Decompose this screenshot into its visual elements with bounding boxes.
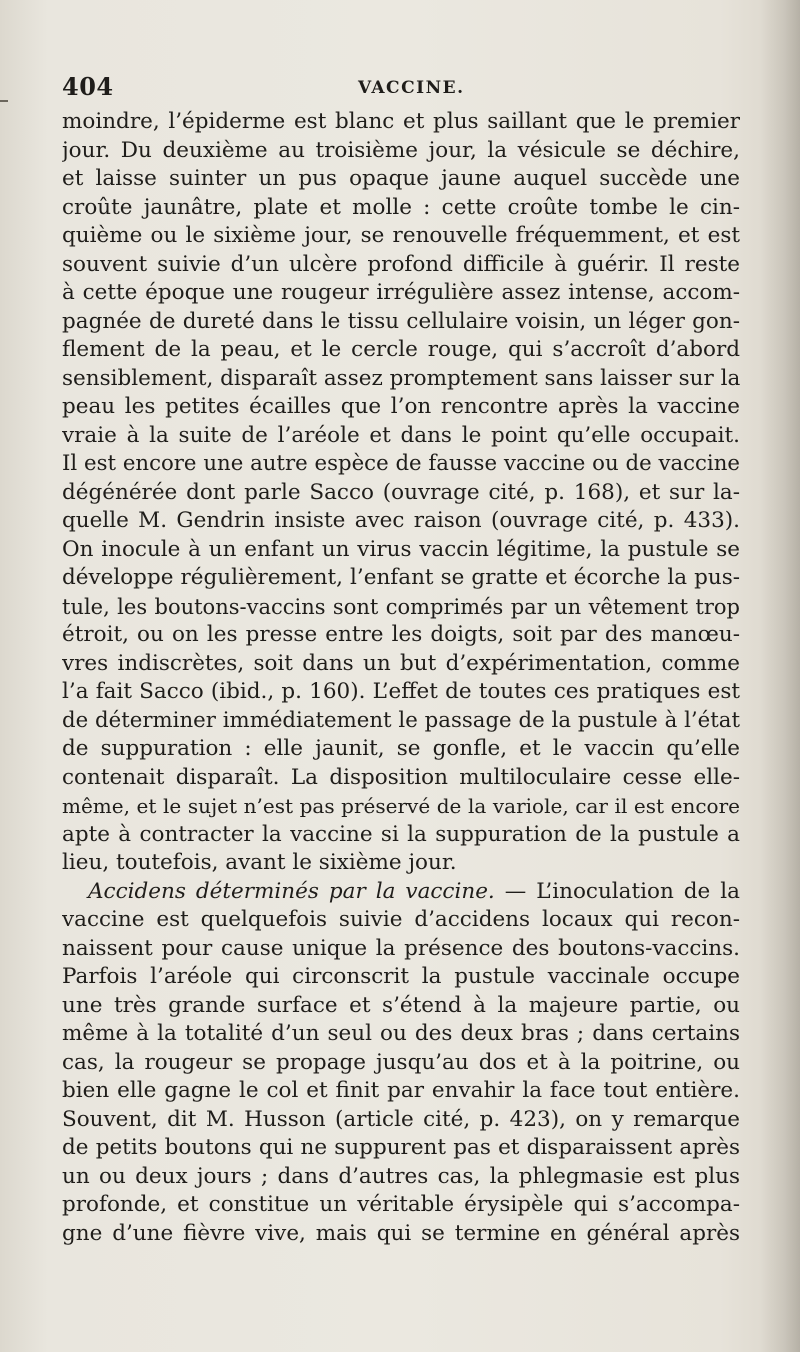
text-line: profonde, et constitue un véritable érysipèle qui s’accompa- <box>62 1192 740 1217</box>
running-head: VACCINE. <box>358 78 465 98</box>
text-line: même, et le sujet n’est pas préservé de la variole, car il est encore <box>62 794 740 818</box>
text-line: de petits boutons qui ne suppurent pas et disparaissent après <box>62 1135 740 1160</box>
text-line: sensiblement, disparaît assez promptement sans laisser sur la <box>62 365 740 391</box>
text-line: contenait disparaît. La disposition multiloculaire cesse elle- <box>62 764 740 790</box>
text-line: vraie à la suite de l’aréole et dans le point qu’elle occupait. <box>62 422 740 448</box>
text-line: quième ou le sixième jour, se renouvelle fréquemment, et est <box>62 223 740 248</box>
text-line: croûte jaunâtre, plate et molle : cette croûte tombe le cin- <box>62 194 740 220</box>
text-line: une très grande surface et s’étend à la majeure partie, ou <box>62 992 740 1018</box>
page-number: 404 <box>62 72 114 101</box>
text-line: Il est encore une autre espèce de fausse vaccine ou de vaccine <box>62 451 740 476</box>
margin-mark <box>0 100 8 102</box>
text-line: un ou deux jours ; dans d’autres cas, la phlegmasie est plus <box>62 1163 740 1189</box>
text-line: naissent pour cause unique la présence des boutons-vaccins. <box>62 935 740 961</box>
text-line: cas, la rougeur se propage jusqu’au dos et à la poitrine, ou <box>62 1049 740 1075</box>
text-line: l’a fait Sacco (ibid., p. 160). L’effet de toutes ces pratiques est <box>62 679 740 704</box>
text-line: moindre, l’épiderme est blanc et plus saillant que le premier <box>62 109 740 134</box>
body-text <box>62 108 740 1248</box>
text-line: lieu, toutefois, avant le sixième jour. <box>62 850 457 875</box>
text-line: Souvent, dit M. Husson (article cité, p. 423), on y remarque <box>62 1106 740 1132</box>
text-line: vaccine est quelquefois suivie d’accidens locaux qui recon- <box>62 907 740 932</box>
text-line: gne d’une fièvre vive, mais qui se termine en général après <box>62 1220 740 1246</box>
text-line: même à la totalité d’un seul ou des deux bras ; dans certains <box>62 1021 740 1046</box>
page-edge-shadow <box>760 0 800 1352</box>
page-header <box>62 72 740 106</box>
text-line: quelle M. Gendrin insiste avec raison (ouvrage cité, p. 433). <box>62 508 740 533</box>
section-first-line <box>62 878 740 907</box>
text-line: apte à contracter la vaccine si la suppuration de la pustule a <box>62 821 740 847</box>
text-line: bien elle gagne le col et finit par envahir la face tout entière. <box>62 1078 740 1103</box>
text-line: jour. Du deuxième au troisième jour, la vésicule se déchire, <box>62 137 740 163</box>
text-line: tule, les boutons-vaccins sont comprimés par un vêtement trop <box>62 594 740 619</box>
text-line: développe régulièrement, l’enfant se gratte et écorche la pus- <box>62 565 740 590</box>
section-first-line-rest: — L’inoculation de la <box>494 878 740 904</box>
section-heading: Accidens déterminés par la vaccine. <box>88 878 495 904</box>
text-line: de déterminer immédiatement le passage de la pustule à l’état <box>62 707 740 733</box>
text-line: de suppuration : elle jaunit, se gonfle, et le vaccin qu’elle <box>62 736 740 761</box>
text-line: dégénérée dont parle Sacco (ouvrage cité, p. 168), et sur la- <box>62 479 740 505</box>
text-line: et laisse suinter un pus opaque jaune auquel succède une <box>62 166 740 191</box>
text-line: flement de la peau, et le cercle rouge, qui s’accroît d’abord <box>62 337 740 362</box>
text-line: vres indiscrètes, soit dans un but d’expérimentation, comme <box>62 650 740 676</box>
text-line: souvent suivie d’un ulcère profond difficile à guérir. Il reste <box>62 251 740 277</box>
text-line: peau les petites écailles que l’on rencontre après la vaccine <box>62 394 740 419</box>
text-line: étroit, ou on les presse entre les doigts, soit par des manœu- <box>62 622 740 647</box>
text-line: On inocule à un enfant un virus vaccin légitime, la pustule se <box>62 536 740 562</box>
text-line: Parfois l’aréole qui circonscrit la pustule vaccinale occupe <box>62 964 740 989</box>
text-line: pagnée de dureté dans le tissu cellulaire voisin, un léger gon- <box>62 308 740 334</box>
text-line: à cette époque une rougeur irrégulière assez intense, accom- <box>62 280 740 305</box>
